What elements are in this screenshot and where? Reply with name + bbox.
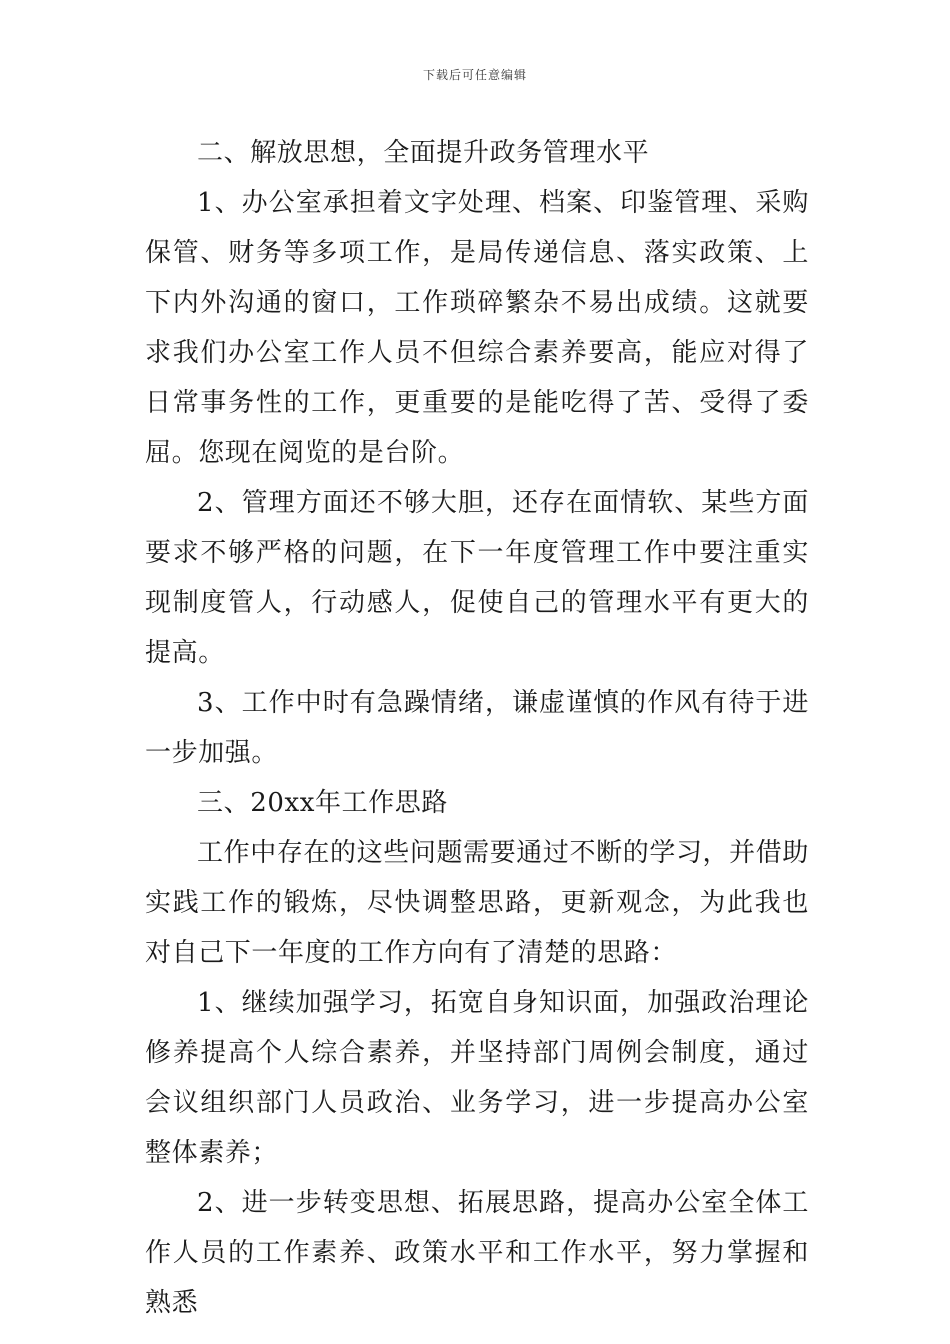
paragraph: 3、工作中时有急躁情绪，谦虚谨慎的作风有待于进一步加强。 [145,688,809,768]
paragraph: 1、办公室承担着文字处理、档案、印鉴管理、采购保管、财务等多项工作，是局传递信息、落实政策、上下内外沟通的窗口，工作琐碎繁杂不易出成绩。这就要求我们办公室工作人员不但综合素养要高，能应对得了日常事务性的工作，更重要的是能吃得了苦、受得了委屈。您现在阅览的是台阶。 [145,188,809,468]
document-body [145,128,809,1328]
section-heading-3: 三、20xx年工作思路 [197,788,449,818]
section-heading-2: 二、解放思想，全面提升政务管理水平 [197,138,650,168]
paragraph: 工作中存在的这些问题需要通过不断的学习，并借助实践工作的锻炼，尽快调整思路，更新观念，为此我也对自己下一年度的工作方向有了清楚的思路： [145,838,809,968]
paragraph: 1、继续加强学习，拓宽自身知识面，加强政治理论修养提高个人综合素养，并坚持部门周例会制度，通过会议组织部门人员政治、业务学习，进一步提高办公室整体素养； [145,988,809,1168]
page-header-note: 下载后可任意编辑 [422,68,527,82]
paragraph: 2、进一步转变思想、拓展思路，提高办公室全体工作人员的工作素养、政策水平和工作水平，努力掌握和熟悉 [145,1188,809,1318]
paragraph: 2、管理方面还不够大胆，还存在面情软、某些方面要求不够严格的问题，在下一年度管理工作中要注重实现制度管人，行动感人，促使自己的管理水平有更大的提高。 [145,488,809,668]
